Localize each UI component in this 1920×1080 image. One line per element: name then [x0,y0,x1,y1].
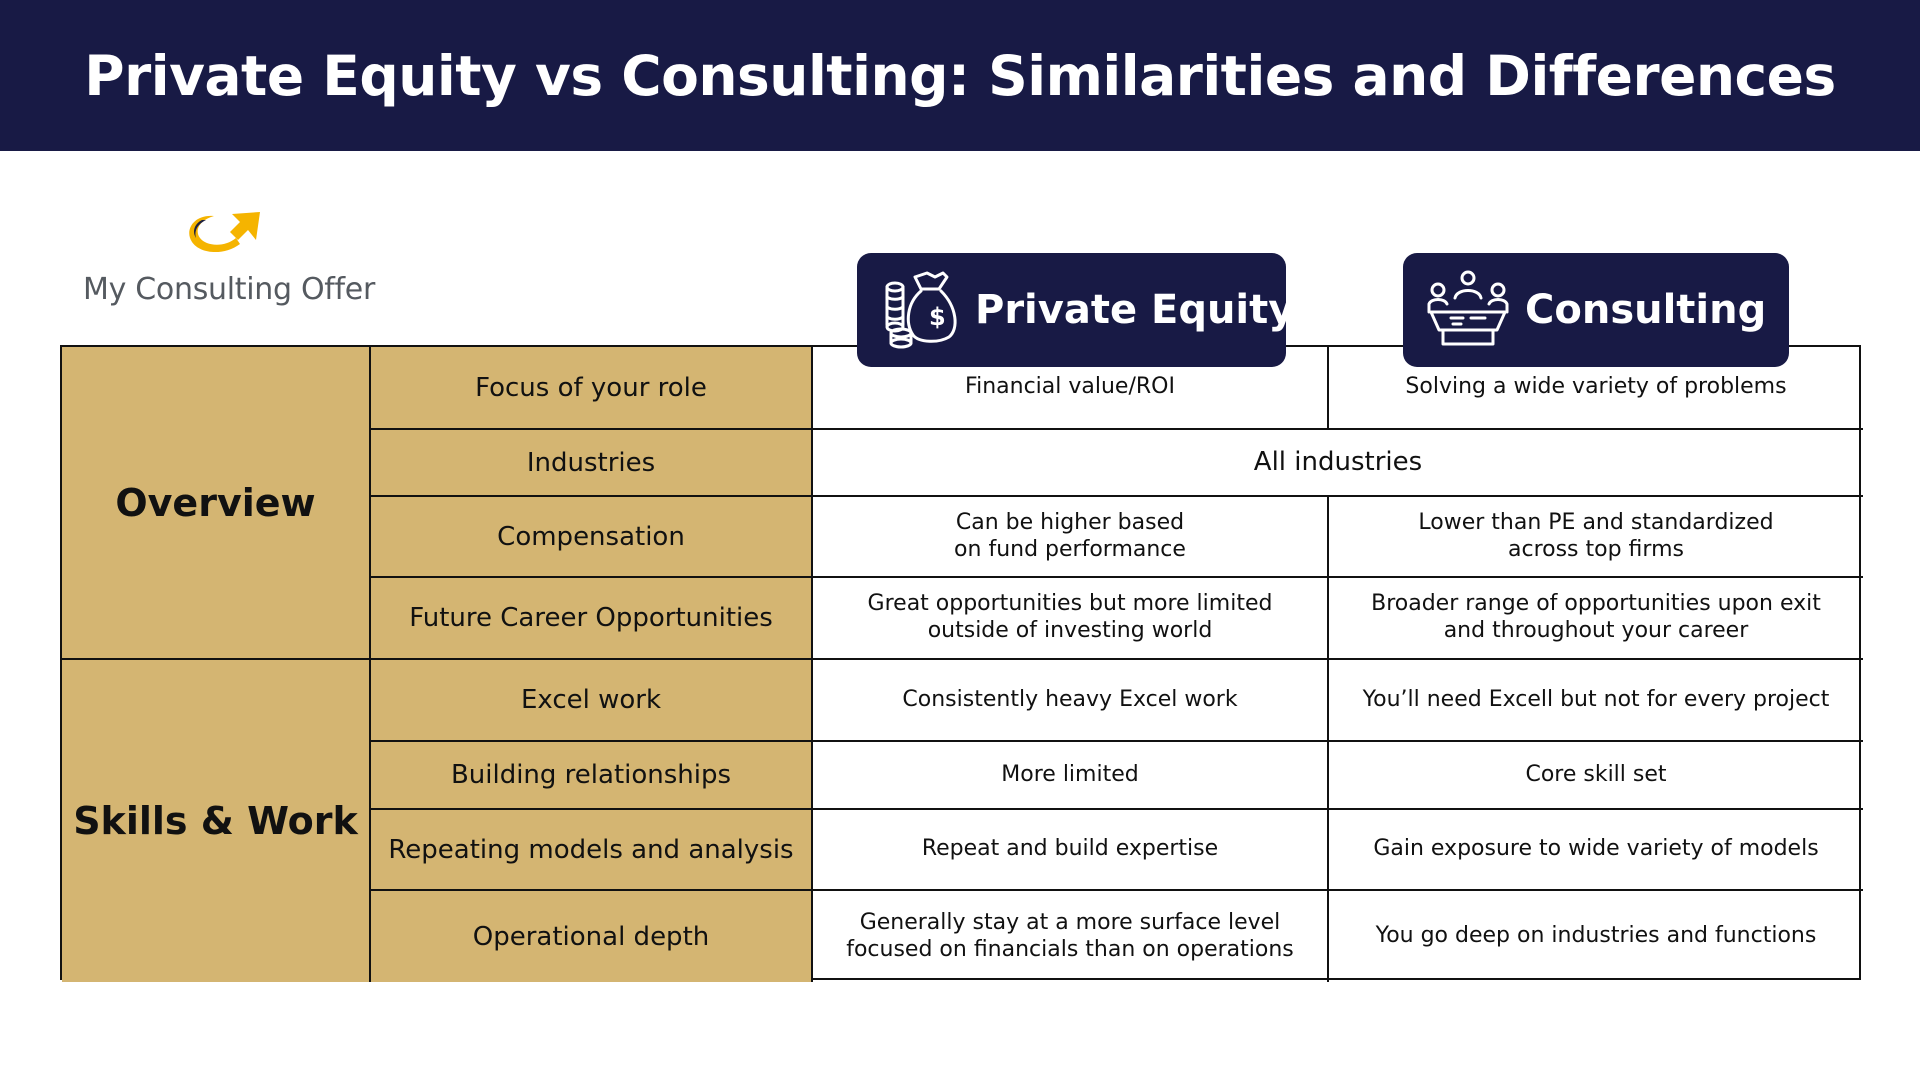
money-bag-icon [877,269,963,351]
page-title: Private Equity vs Consulting: Similarities and Differences [84,43,1836,108]
row-label-excel: Excel work [371,660,813,742]
logo [80,210,380,320]
row-label-models: Repeating models and analysis [371,810,813,891]
row-label-industries: Industries [371,430,813,497]
pe-value-focus: Financial value/ROI [813,347,1329,430]
pe-value-models: Repeat and build expertise [813,810,1329,891]
logo-text: My Consulting Offer [83,272,375,307]
pe-value-career: Great opportunities but more limited outside of investing world [813,578,1329,660]
consulting-value-relationships: Core skill set [1329,742,1863,810]
consulting-value-models: Gain exposure to wide variety of models [1329,810,1863,891]
consulting-value-focus: Solving a wide variety of problems [1329,347,1863,430]
group-overview: Overview [62,347,371,660]
svg-text:$: $ [929,303,946,331]
column-header-pe-label: Private Equity [975,287,1295,333]
column-header-private-equity [857,253,1295,367]
title-banner [0,0,1920,151]
row-label-focus: Focus of your role [371,347,813,430]
row-label-career: Future Career Opportunities [371,578,813,660]
pe-value-relationships: More limited [813,742,1329,810]
column-header-consulting [1403,253,1789,367]
arrow-swoosh-icon [180,210,264,262]
consulting-value-excel: You’ll need Excell but not for every project [1329,660,1863,742]
shared-value-industries: All industries [813,430,1863,497]
row-label-relationships: Building relationships [371,742,813,810]
meeting-table-icon [1423,268,1513,352]
pe-value-compensation: Can be higher based on fund performance [813,497,1329,578]
consulting-value-compensation: Lower than PE and standardized across top firms [1329,497,1863,578]
column-header-consulting-label: Consulting [1525,287,1767,333]
pe-value-operational-depth: Generally stay at a more surface level focused on financials than on operations [813,891,1329,982]
pe-value-excel: Consistently heavy Excel work [813,660,1329,742]
row-label-compensation: Compensation [371,497,813,578]
consulting-value-career: Broader range of opportunities upon exit and throughout your career [1329,578,1863,660]
row-label-operational-depth: Operational depth [371,891,813,982]
comparison-table [60,345,1861,980]
group-skills-work: Skills & Work [62,660,371,982]
consulting-value-operational-depth: You go deep on industries and functions [1375,923,1817,949]
